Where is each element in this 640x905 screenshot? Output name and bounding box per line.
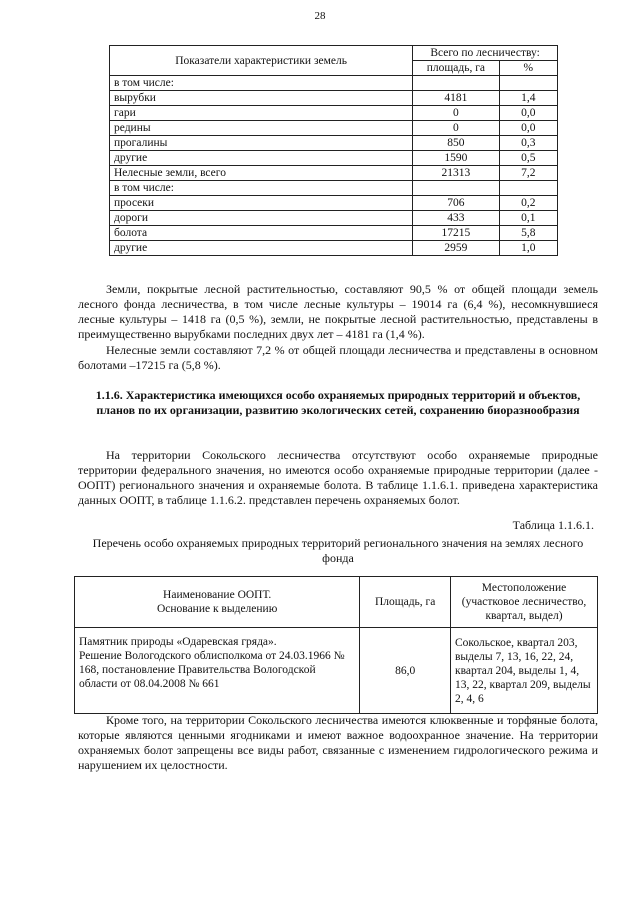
table-row: дороги 433 0,1 bbox=[110, 211, 558, 226]
table2-header-location: Местоположение (участковое лесничество, квартал, выдел) bbox=[451, 577, 598, 628]
page-number: 28 bbox=[314, 10, 326, 22]
table-row: прогалины 850 0,3 bbox=[110, 136, 558, 151]
table2-row-area: 86,0 bbox=[360, 628, 451, 714]
table-row: в том числе: bbox=[110, 181, 558, 196]
table-row: редины 0 0,0 bbox=[110, 121, 558, 136]
paragraph-bogs: Кроме того, на территории Сокольского лесничества имеются клюквенные и торфяные болота, которые являются ценными ягодниками и имеют важное водоохранное значение. На территории охраняемых болот запрещены все виды работ, связанные с изменением гидрологического режима и нарушением их целостности. bbox=[78, 713, 598, 772]
table-row: вырубки 4181 1,4 bbox=[110, 91, 558, 106]
table1-header-percent: % bbox=[499, 61, 557, 76]
table-row: другие 1590 0,5 bbox=[110, 151, 558, 166]
land-characteristics-table bbox=[109, 45, 558, 256]
table1-header-total: Всего по лесничеству: bbox=[413, 46, 558, 61]
section-heading: 1.1.6. Характеристика имеющихся особо охраняемых природных территорий и объектов, планов по их организации, развитию экологических сетей, сохранению биоразнообразия bbox=[95, 388, 581, 417]
table-row: Нелесные земли, всего 21313 7,2 bbox=[110, 166, 558, 181]
table2-row-location: Сокольское, квартал 203, выделы 7, 13, 16, 22, 24, квартал 204, выделы 1, 4, 13, 22, квартал 209, выделы 2, 4, 6 bbox=[451, 628, 598, 714]
paragraph-protected-areas: На территории Сокольского лесничества отсутствуют особо охраняемые природные территории федерального значения, но имеются особо охраняемые природные территории (далее - ООПТ) регионального значения и охраняемые болота. В таблице 1.1.6.1. приведена характеристика данных ООПТ, в таблице 1.1.6.2. представлен перечень охраняемых болот. bbox=[78, 448, 598, 507]
table-row: болота 17215 5,8 bbox=[110, 226, 558, 241]
paragraph-forest-cover: Земли, покрытые лесной растительностью, составляют 90,5 % от общей площади земель лесного фонда лесничества, в том числе лесные культуры – 19014 га (6,4 %), несомкнувшиеся лесные культуры – 1418 га (0,5 %), земли, не покрытые лесной растительностью, представлены в преимущественно вырубками последних двух лет – 4181 га (1,4 %). bbox=[78, 282, 598, 341]
table1-header-main: Показатели характеристики земель bbox=[110, 46, 413, 76]
table2-row-name: Памятник природы «Одаревская гряда». Решение Вологодского облисполкома от 24.03.1966 № 168, постановление Правительства Вологодской области от 08.04.2008 № 661 bbox=[75, 628, 360, 714]
table-row bbox=[75, 628, 598, 714]
table-row: в том числе: bbox=[110, 76, 558, 91]
table2-header-area: Площадь, га bbox=[360, 577, 451, 628]
table-row: просеки 706 0,2 bbox=[110, 196, 558, 211]
protected-areas-table bbox=[74, 576, 598, 714]
table2-header-name: Наименование ООПТ. Основание к выделению bbox=[75, 577, 360, 628]
paragraph-non-forest: Нелесные земли составляют 7,2 % от общей площади лесничества и представлены в основном болотами –17215 га (5,8 %). bbox=[78, 343, 598, 372]
table-row: гари 0 0,0 bbox=[110, 106, 558, 121]
table-row: другие 2959 1,0 bbox=[110, 241, 558, 256]
table1-header-area: площадь, га bbox=[413, 61, 499, 76]
table2-caption: Перечень особо охраняемых природных территорий регионального значения на землях лесного фонда bbox=[92, 536, 584, 565]
table2-label: Таблица 1.1.6.1. bbox=[512, 518, 594, 532]
